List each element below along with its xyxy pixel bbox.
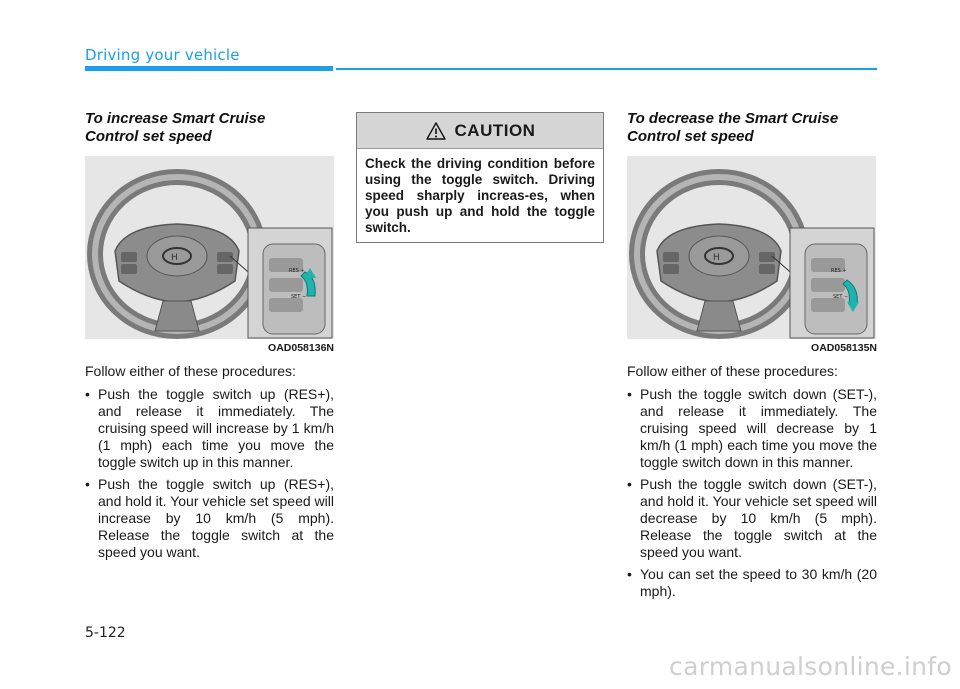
set-label: SET − [291,294,307,300]
caution-title: CAUTION [454,120,536,140]
header-rule-thick [85,66,333,71]
warning-triangle-icon [425,121,447,141]
increase-speed-heading: To increase Smart Cruise Control set speed [85,110,266,145]
svg-text:H: H [171,253,178,263]
list-item: • Push the toggle switch up (RES+), and release it immediately. The cruising speed will increase by 1 km/h (1 mph) each time you move the toggle switch up in this manner. [85,386,334,471]
caution-box [356,112,604,243]
procedure-list [627,386,877,600]
decrease-speed-section [627,110,877,605]
steering-wheel-illustration [85,156,334,339]
list-item: • Push the toggle switch down (SET-), and hold it. Your vehicle set speed will decrease by 10 km/h (5 mph). Release the toggle switch at the speed you want. [627,476,877,561]
steering-wheel-figure-decrease [627,156,876,339]
set-label: SET − [833,294,849,300]
res-label: RES + [289,268,305,274]
caution-section [356,112,606,243]
procedures-intro: Follow either of these procedures: [85,363,296,379]
res-label: RES + [831,268,847,274]
list-item: • Push the toggle switch up (RES+), and hold it. Your vehicle set speed will increase by 10 km/h (5 mph). Release the toggle switch at the speed you want. [85,476,334,561]
caution-header [357,113,603,149]
list-item: • Push the toggle switch down (SET-), and release it immediately. The cruising speed will decrease by 1 km/h (1 mph) each time you move the toggle switch down in this manner. [627,386,877,471]
figure-code: OAD058136N [268,342,334,354]
figure-code: OAD058135N [811,342,877,354]
watermark: carmanualsonline.info [669,652,952,681]
steering-wheel-illustration [627,156,876,339]
section-header-title: Driving your vehicle [85,46,240,64]
steering-wheel-figure-increase [85,156,334,339]
page-number: 5-122 [85,625,126,641]
list-item: • You can set the speed to 30 km/h (20 mph). [627,566,877,600]
caution-text: Check the driving condition before using the toggle switch. Driving speed sharply increas-es, when you push up and hold the toggle switch. [365,156,595,235]
increase-speed-section [85,110,334,566]
procedures-intro: Follow either of these procedures: [627,363,838,379]
header-rule-thin [336,68,877,70]
decrease-speed-heading: To decrease the Smart Cruise Control set speed [627,110,839,145]
procedure-list [85,386,334,561]
svg-text:H: H [713,253,720,263]
